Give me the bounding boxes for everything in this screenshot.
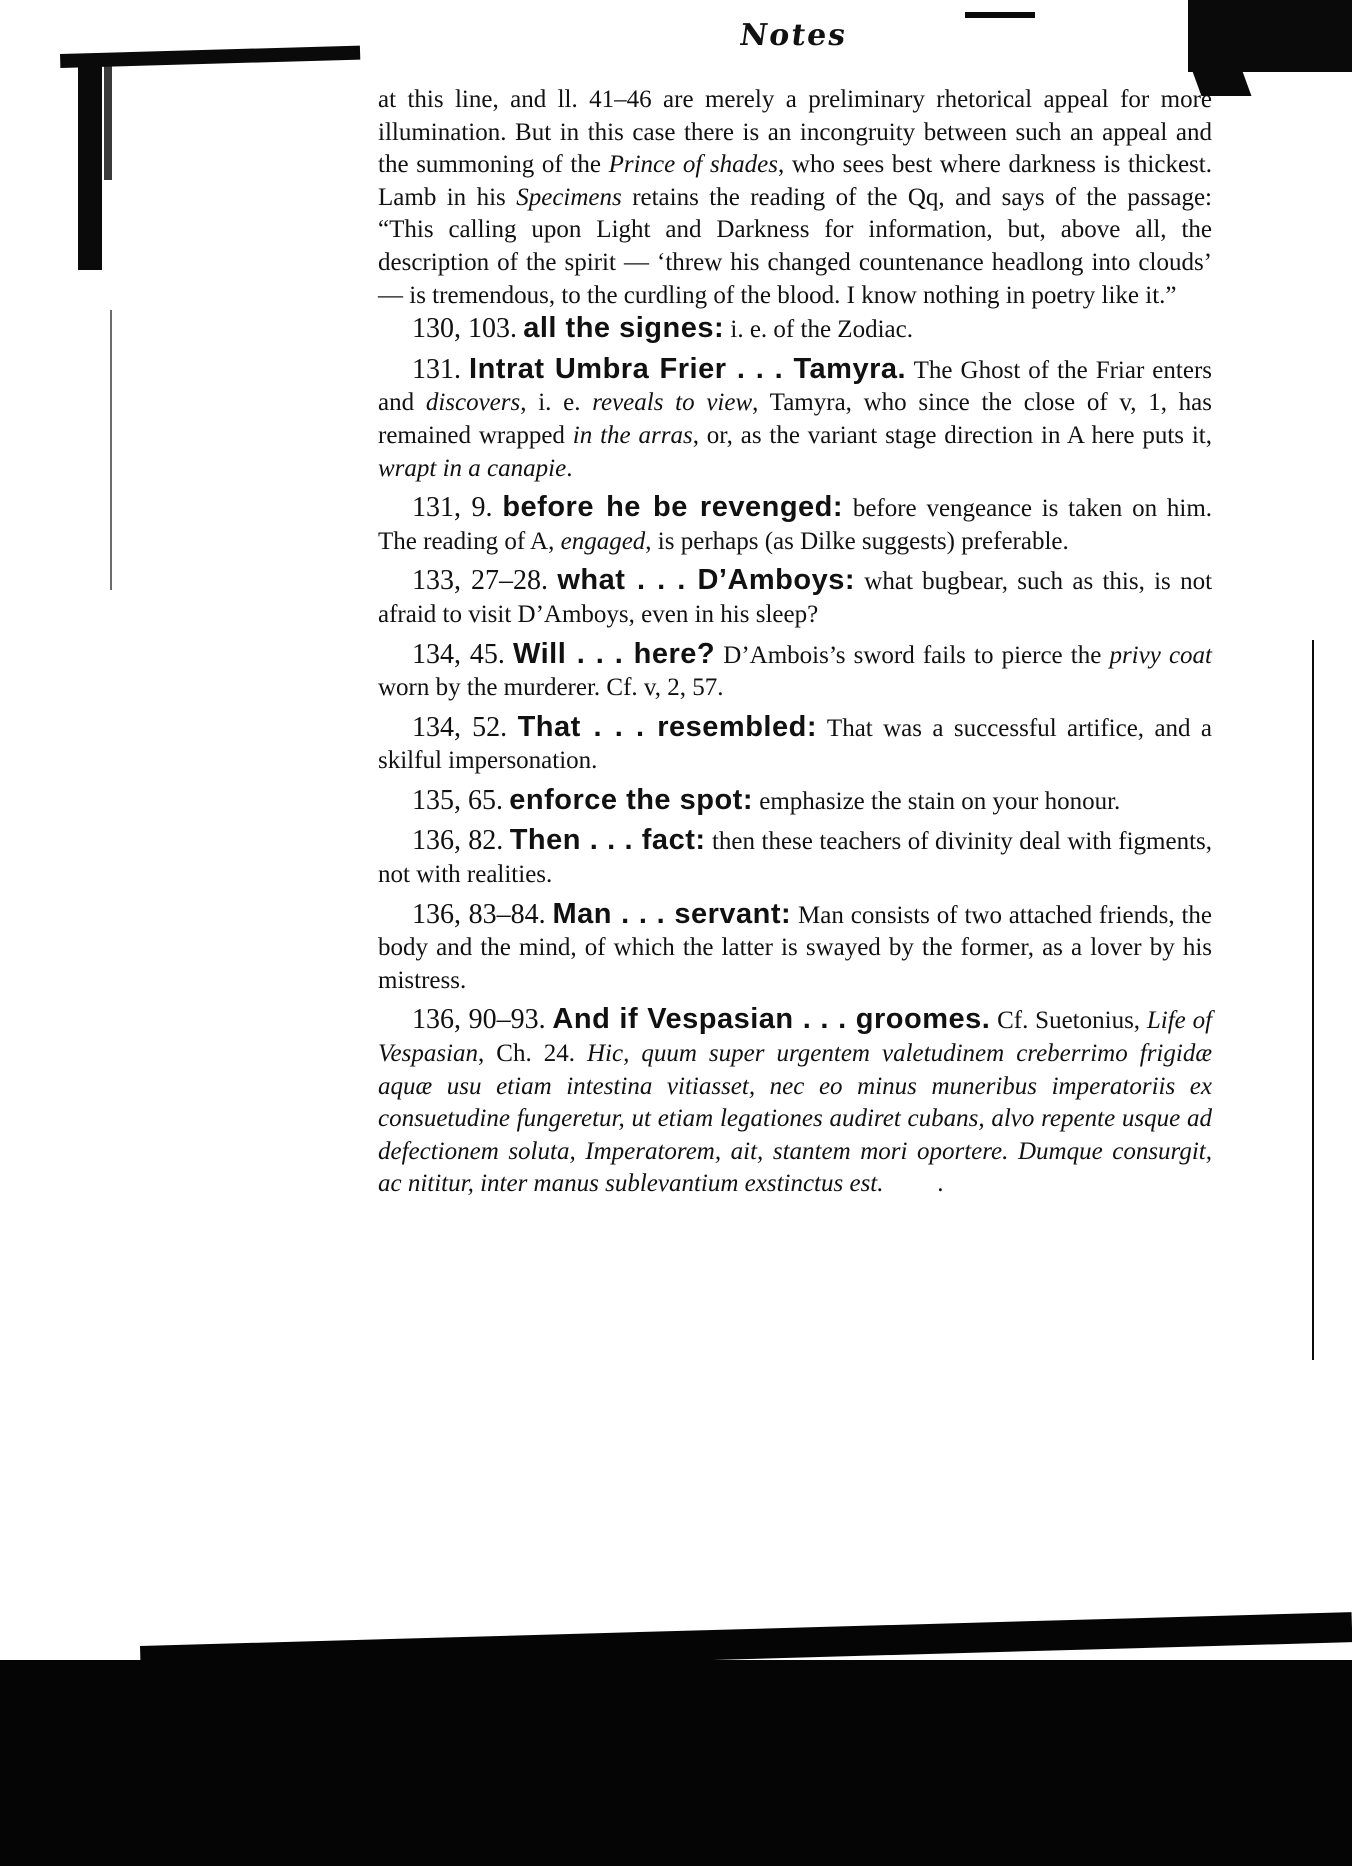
note-reference: 136, 90–93. bbox=[412, 1004, 546, 1036]
italic-text: reveals to view bbox=[592, 389, 753, 417]
paragraph-note-136-90 bbox=[378, 1003, 1212, 1201]
italic-text: discovers bbox=[425, 389, 521, 417]
scan-mark-top-center bbox=[965, 12, 1035, 18]
text-run: . bbox=[566, 454, 573, 482]
text-run: , or, as the variant stage direction in A here puts it, bbox=[692, 421, 1212, 449]
note-reference: 131, 9. bbox=[412, 492, 493, 524]
text-run: i. e. of the Zodiac. bbox=[724, 316, 913, 344]
italic-text: engaged bbox=[560, 527, 646, 555]
text-run: , i. e. bbox=[520, 389, 593, 417]
note-reference: 134, 45. bbox=[412, 638, 505, 670]
note-lemma: all the signes: bbox=[523, 312, 725, 345]
italic-text: in the arras bbox=[572, 421, 693, 449]
text-run: The Ghost of the Friar enters and bbox=[378, 356, 1213, 417]
note-lemma: what . . . D’Amboys: bbox=[557, 564, 856, 597]
note-reference: 136, 82. bbox=[412, 825, 504, 857]
note-reference: 131. bbox=[412, 353, 461, 385]
text-run: emphasize the stain on your honour. bbox=[753, 787, 1121, 815]
italic-text: Specimens bbox=[516, 183, 622, 211]
paragraph-continuation bbox=[378, 84, 1212, 312]
note-lemma: Intrat Umbra Frier . . . Tamyra. bbox=[469, 352, 907, 385]
notes-body bbox=[378, 84, 1212, 1201]
paragraph-note-131-9 bbox=[378, 491, 1212, 558]
text-run: before vengeance is taken on him. The reading of A, bbox=[378, 495, 1213, 555]
text-run: what bugbear, such as this, is not afraid to visit D’Amboys, even in his sleep? bbox=[378, 568, 1213, 628]
note-lemma: That . . . resembled: bbox=[517, 710, 817, 743]
scan-shadow-top-right bbox=[1188, 0, 1352, 72]
scan-shadow-bottom bbox=[0, 1660, 1352, 1866]
note-lemma: Will . . . here? bbox=[513, 637, 716, 670]
note-reference: 135, 65. bbox=[412, 784, 503, 816]
italic-text: wrapt in a canapie bbox=[378, 454, 567, 482]
italic-text: Life of Vespasian bbox=[378, 1007, 1213, 1068]
note-reference: 130, 103. bbox=[412, 313, 517, 345]
text-run: , who sees best where darkness is thickest. Lamb in his bbox=[378, 151, 1212, 211]
scan-shadow-left-inner bbox=[104, 60, 112, 180]
scan-line-left-margin bbox=[110, 310, 112, 590]
text-run: worn by the murderer. Cf. v, 2, 57. bbox=[378, 674, 724, 702]
text-run: That was a successful artifice, and a skilful impersonation. bbox=[378, 714, 1213, 775]
text-run: , Ch. 24. bbox=[478, 1040, 587, 1068]
note-reference: 133, 27–28. bbox=[412, 565, 549, 597]
paragraph-note-136-83 bbox=[378, 898, 1212, 998]
text-run: , Tamyra, who since the close of v, 1, has remained wrapped bbox=[378, 389, 1212, 449]
note-lemma: before he be revenged: bbox=[502, 491, 844, 524]
text-run: retains the reading of the Qq, and says of the passage: “This calling upon Light and Darkness for information, but, above all, the description of the spirit — ‘threw his changed countenance headlong into clouds’ — is tremendous, to the curdling of the blood. I know nothing in poetry like it.” bbox=[378, 183, 1213, 309]
paragraph-note-130-103 bbox=[378, 312, 1212, 347]
note-reference: 134, 52. bbox=[412, 711, 508, 743]
note-reference: 136, 83–84. bbox=[412, 898, 546, 930]
text-run: Cf. Suetonius, bbox=[990, 1007, 1147, 1035]
scan-line-right-margin bbox=[1312, 640, 1314, 1360]
note-lemma: Man . . . servant: bbox=[552, 897, 792, 930]
running-head: Notes bbox=[737, 18, 850, 53]
scan-shadow-bottom-edge bbox=[140, 1612, 1352, 1676]
note-lemma: enforce the spot: bbox=[509, 783, 753, 816]
italic-text: Hic, quum super urgentem valetudinem creberrimo frigidæ aquæ usu etiam intestina vitiasset, nec eo minus muneribus imperatoriis ex consuetudine fungeretur, ut etiam legationes audiret cubans, alvo repente usque ad defectionem soluta, Imperatorem, ait, stantem mori oportere. Dumque consurgit, ac nititur, inter manus sublevantium exstinctus est. bbox=[378, 1040, 1212, 1198]
paragraph-note-131 bbox=[378, 353, 1212, 485]
paragraph-note-135-65 bbox=[378, 784, 1212, 819]
scan-shadow-left-edge bbox=[78, 60, 102, 270]
text-run: then these teachers of divinity deal with figments, not with realities. bbox=[378, 828, 1213, 889]
paragraph-note-136-82 bbox=[378, 824, 1212, 891]
paragraph-note-134-45 bbox=[378, 638, 1212, 705]
note-lemma: And if Vespasian . . . groomes. bbox=[552, 1003, 991, 1036]
note-lemma: Then . . . fact: bbox=[509, 824, 706, 857]
text-run: Man consists of two attached friends, the body and the mind, of which the latter is swayed by the former, as a lover by his mistress. bbox=[378, 901, 1213, 994]
italic-text: privy coat bbox=[1109, 641, 1212, 669]
stray-mark: . bbox=[937, 1170, 944, 1198]
text-run: , is perhaps (as Dilke suggests) preferable. bbox=[645, 527, 1069, 555]
italic-text: Prince of shades bbox=[608, 151, 778, 179]
text-run: D’Ambois’s sword fails to pierce the bbox=[715, 641, 1110, 669]
paragraph-note-134-52 bbox=[378, 711, 1212, 778]
text-run: at this line, and ll. 41–46 are merely a preliminary rhetorical appeal for more illumination. But in this case there is an incongruity between such an appeal and the summoning of the bbox=[378, 86, 1212, 179]
paragraph-note-133-27 bbox=[378, 564, 1212, 631]
